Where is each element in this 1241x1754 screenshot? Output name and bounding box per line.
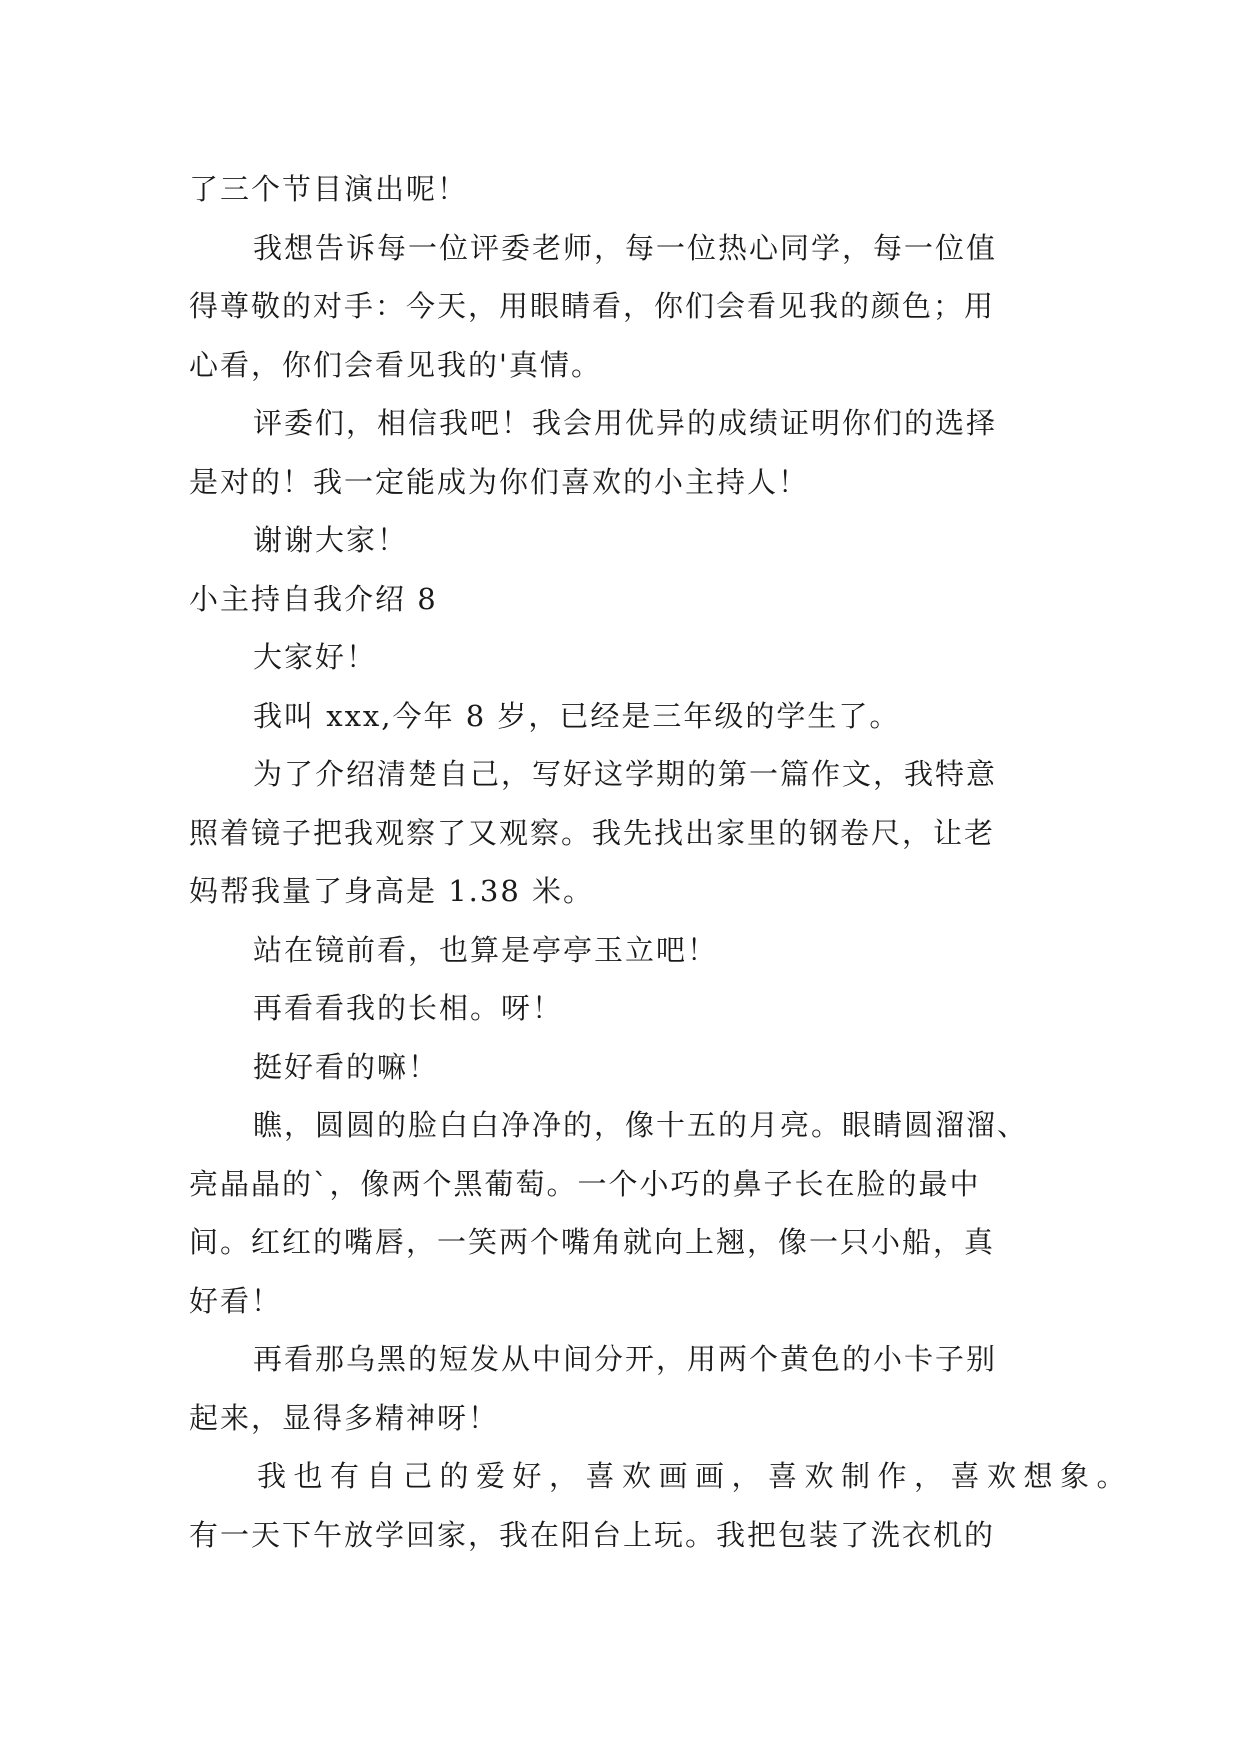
text-line: 了三个节目演出呢！ [189, 172, 469, 206]
text-line: 为了介绍清楚自己，写好这学期的第一篇作文，我特意 [253, 757, 998, 791]
text-line: 我叫 xxx,今年 8 岁，已经是三年级的学生了。 [253, 698, 901, 733]
text-line: 评委们，相信我吧！我会用优异的成绩证明你们的选择 [253, 406, 998, 440]
text-line: 心看，你们会看见我的'真情。 [189, 347, 602, 382]
text-line: 是对的！我一定能成为你们喜欢的小主持人！ [189, 464, 810, 499]
text-line: 起来，显得多精神呀！ [189, 1400, 500, 1435]
text-line: 瞧，圆圆的脸白白净净的，像十五的月亮。眼睛圆溜溜、 [253, 1108, 1029, 1142]
section-heading: 小主持自我介绍 8 [189, 581, 438, 616]
text-line: 再看那乌黑的短发从中间分开，用两个黄色的小卡子别 [253, 1342, 998, 1376]
document-body [189, 160, 1134, 1564]
text-line: 谢谢大家！ [253, 523, 409, 557]
text-line: 好看！ [189, 1283, 283, 1318]
text-line: 站在镜前看，也算是亭亭玉立吧！ [253, 932, 719, 967]
text-line: 有一天下午放学回家，我在阳台上玩。我把包装了洗衣机的 [189, 1517, 996, 1552]
text-line: 大家好！ [253, 640, 378, 674]
text-line: 亮晶晶的`，像两个黑葡萄。一个小巧的鼻子长在脸的最中 [189, 1166, 981, 1201]
text-line: 我想告诉每一位评委老师，每一位热心同学，每一位值 [253, 230, 998, 265]
text-line: 妈帮我量了身高是 1.38 米。 [189, 874, 595, 908]
text-line: 间。红红的嘴唇，一笑两个嘴角就向上翘，像一只小船，真 [189, 1225, 996, 1259]
text-line: 挺好看的嘛！ [253, 1049, 440, 1084]
text-line: 再看看我的长相。呀！ [253, 991, 564, 1025]
text-line: 得尊敬的对手：今天，用眼睛看，你们会看见我的颜色；用 [189, 289, 996, 323]
text-line: 照着镜子把我观察了又观察。我先找出家里的钢卷尺，让老 [189, 815, 996, 850]
text-line: 我也有自己的爱好，喜欢画画，喜欢制作，喜欢想象。 [257, 1459, 1134, 1493]
